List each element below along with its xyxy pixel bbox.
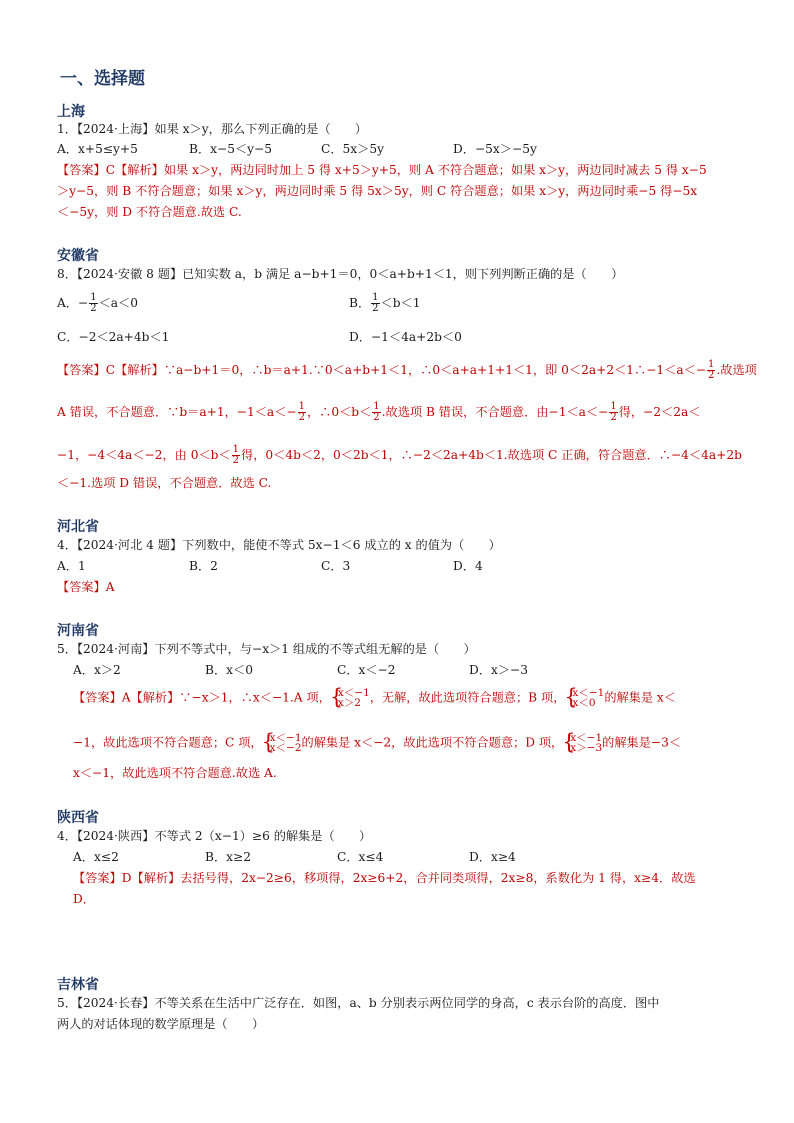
province-heading-jilin: 吉林省: [57, 977, 99, 993]
option-a: A．x≤2: [73, 850, 119, 864]
option-a: A．1: [57, 559, 86, 573]
province-heading-anhui: 安徽省: [57, 248, 99, 264]
province-heading-shanghai: 上海: [57, 104, 85, 120]
answer-line: ＜−1.选项 D 错误，不合题意．故选 C.: [57, 476, 272, 490]
answer-line: ＞y−5，则 B 不符合题意；如果 x＞y，两边同时乘 5 得 5x＞5y，则 C 符合题意；如果 x＞y，两边同时乘−5 得−5x: [57, 184, 698, 198]
question-stem: 4．【2024·河北 4 题】下列数中，能使不等式 5x−1＜6 成立的 x 的值为（ ）: [57, 538, 501, 552]
option-row: [73, 663, 601, 678]
option-row: [57, 330, 462, 345]
question-stem: 两人的对话体现的数学原理是（ ）: [57, 1017, 265, 1031]
answer-line: 【答案】A【解析】∵−x＞1，∴x＜−1.A 项， { x＜−1 x＞2 ，无解，故此选项符合题意；B 项， { x＜−1 x＜0 的解集是 x＜: [73, 688, 676, 708]
option-c: C．x≤4: [337, 850, 384, 864]
answer-line: 【答案】C【解析】∵a−b+1＝0，∴b＝a+1.∵0＜a+b+1＜1，∴0＜a+a+1+1＜1，即 0＜2a+2＜1∴−1＜a＜− $\frac{1}{2}$ .故选项: [57, 359, 757, 381]
answer-line: 【答案】A: [57, 580, 115, 594]
question-stem: 8．【2024·安徽 8 题】已知实数 a，b 满足 a−b+1＝0，0＜a+b+1＜1，则下列判断正确的是（ ）: [57, 267, 624, 281]
option-b: B．x＜0: [205, 663, 253, 677]
province-heading-henan: 河南省: [57, 623, 99, 639]
option-c: C．x＜−2: [337, 663, 396, 677]
answer-line: −1，故此选项不符合题意；C 项， { x＜−1 x＜−2 的解集是 x＜−2，故此选项不符合题意；D 项， { x＜−1 x＞−3 的解集是−3＜: [73, 733, 681, 753]
option-c: C．−2＜2a+4b＜1: [57, 330, 170, 344]
question-stem: 5．【2024·河南】下列不等式中，与−x＞1 组成的不等式组无解的是（ ）: [57, 642, 476, 656]
option-row: [73, 850, 601, 865]
option-d: D．−5x＞−5y: [453, 142, 537, 156]
option-d: D．4: [453, 559, 483, 573]
option-b: B． $\frac{1}{2}$ ＜b＜1: [349, 292, 421, 314]
option-b: B．x≥2: [205, 850, 251, 864]
option-a: A．x＞2: [73, 663, 121, 677]
option-b: B．x−5＜y−5: [189, 142, 273, 156]
option-a: A．− $\frac{1}{2}$ ＜a＜0: [57, 292, 138, 314]
option-row: [57, 559, 585, 574]
option-d: D．x＞−3: [469, 663, 528, 677]
answer-line: A 错误，不合题意．∵b＝a+1，−1＜a＜− $\frac{1}{2}$ ，∴0＜b＜ $\frac{1}{2}$ .故选项 B 错误，不合题意．由−1＜a＜− $\frac{1}{2}$ 得，−2＜2a＜: [57, 401, 701, 423]
option-b: B．2: [189, 559, 218, 573]
answer-line: −1，−4＜4a＜−2，由 0＜b＜ $\frac{1}{2}$ 得，0＜4b＜2，0＜2b＜1，∴−2＜2a+4b＜1.故选项 C 正确，符合题意．∴−4＜4a+2b: [57, 444, 742, 466]
answer-line: x＜−1，故此选项不符合题意.故选 A.: [73, 766, 277, 780]
section-title: 一、选择题: [60, 69, 145, 89]
answer-line: 【答案】D【解析】去括号得，2x−2≥6，移项得，2x≥6+2，合并同类项得，2x≥8，系数化为 1 得，x≥4．故选: [73, 871, 696, 885]
question-stem: 1．【2024·上海】如果 x＞y，那么下列正确的是（ ）: [57, 122, 368, 136]
option-row: [57, 293, 420, 314]
answer-line: 【答案】C【解析】如果 x＞y，两边同时加上 5 得 x+5＞y+5，则 A 不符合题意；如果 x＞y，两边同时减去 5 得 x−5: [57, 163, 707, 177]
inequality-system: { x＜−1 x＜0: [565, 688, 604, 708]
option-c: C．3: [321, 559, 351, 573]
province-heading-hebei: 河北省: [57, 519, 99, 535]
province-heading-shaanxi: 陕西省: [57, 810, 99, 826]
question-stem: 4．【2024·陕西】不等式 2（x−1）≥6 的解集是（ ）: [57, 829, 372, 843]
inequality-system: { x＜−1 x＞−3: [563, 733, 602, 753]
option-d: D．−1＜4a+2b＜0: [349, 330, 462, 344]
question-stem: 5．【2024·长春】不等关系在生活中广泛存在．如图，a、b 分别表示两位同学的身高，c 表示台阶的高度．图中: [57, 996, 660, 1010]
option-c: C．5x＞5y: [321, 142, 384, 156]
inequality-system: { x＜−1 x＞2: [331, 688, 370, 708]
answer-line: ＜−5y，则 D 不符合题意.故选 C.: [57, 205, 242, 219]
option-row: [57, 142, 585, 157]
inequality-system: { x＜−1 x＜−2: [263, 733, 302, 753]
option-a: A．x+5≤y+5: [57, 142, 138, 156]
option-d: D．x≥4: [469, 850, 516, 864]
answer-line: D．: [73, 892, 95, 906]
